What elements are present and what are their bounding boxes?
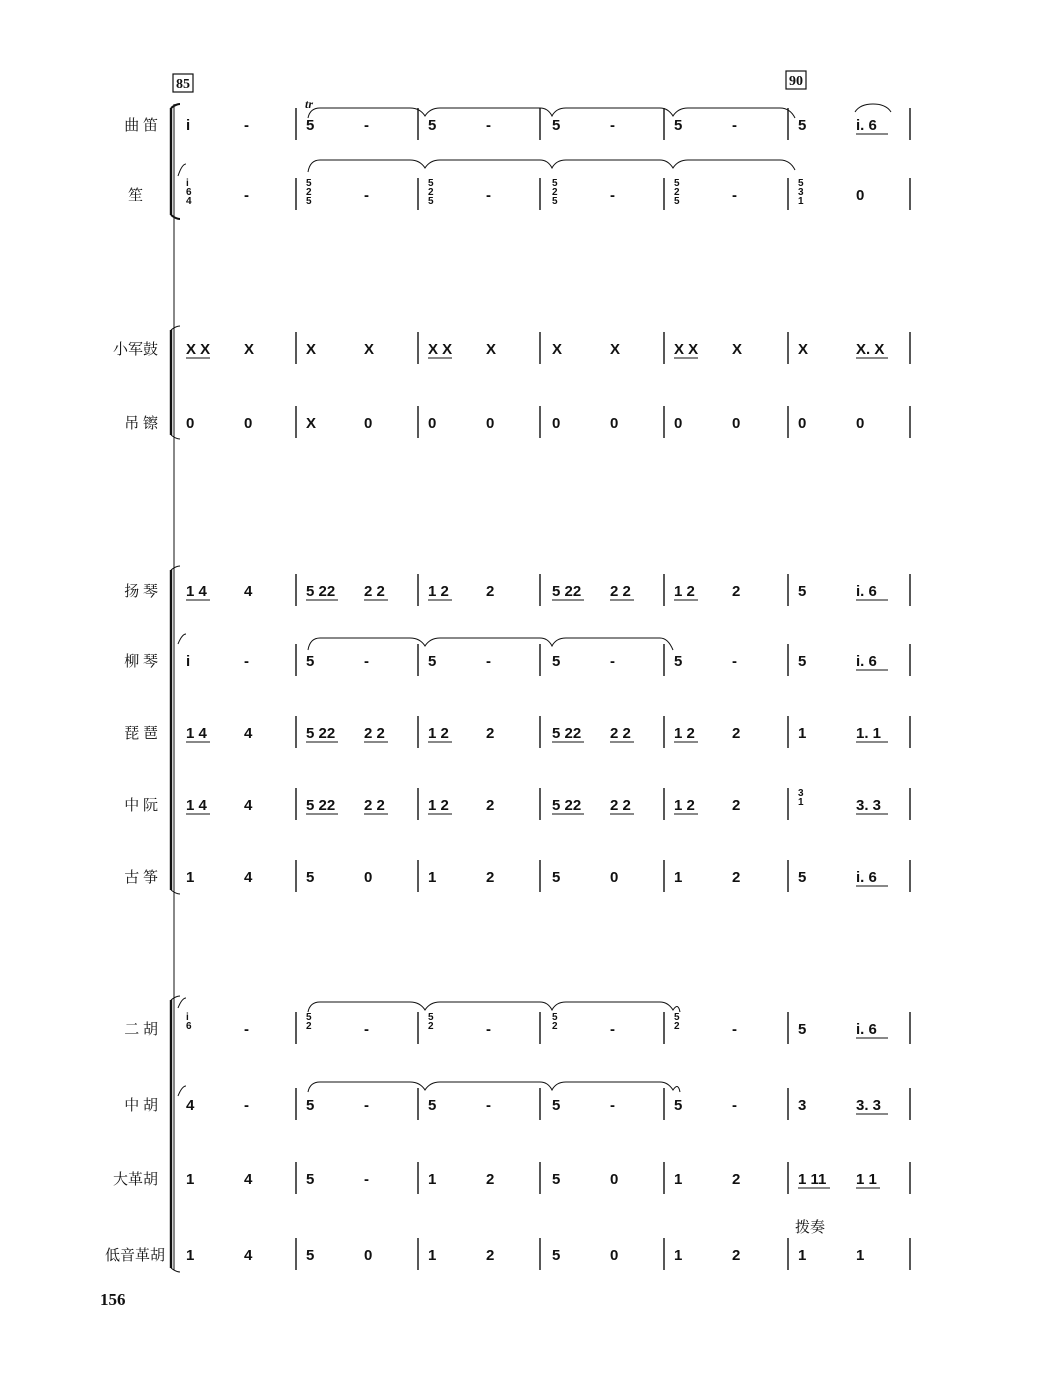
note: 2 bbox=[732, 1247, 741, 1264]
note: 2 bbox=[732, 725, 741, 742]
note: 3 bbox=[798, 1097, 807, 1114]
note: 2 bbox=[486, 583, 495, 600]
note: - bbox=[732, 1021, 737, 1038]
note: 0 bbox=[856, 187, 865, 204]
note: - bbox=[610, 117, 615, 134]
note: 0 bbox=[364, 1247, 373, 1264]
note: 3. 3 bbox=[856, 797, 882, 814]
note: 5 bbox=[306, 1097, 315, 1114]
chord-note: 5 bbox=[674, 1012, 680, 1023]
group-bracket-percussion bbox=[171, 326, 180, 439]
note: 5 bbox=[552, 1247, 561, 1264]
note: 5 bbox=[552, 1171, 561, 1188]
note: 1 4 bbox=[186, 725, 207, 742]
label-sheng: 笙 bbox=[127, 188, 143, 204]
note: 1 2 bbox=[674, 583, 695, 600]
note: 0 bbox=[428, 415, 437, 432]
note: 1 2 bbox=[428, 583, 449, 600]
note: X bbox=[244, 341, 255, 358]
note: 0 bbox=[186, 415, 195, 432]
note: 4 bbox=[244, 797, 253, 814]
chord-note: 5 bbox=[306, 1012, 312, 1023]
trill-mark: tr bbox=[305, 97, 314, 111]
note: 2 bbox=[486, 1247, 495, 1264]
note: X bbox=[306, 415, 317, 432]
chord-note: 2 bbox=[552, 187, 558, 198]
note: 0 bbox=[610, 869, 619, 886]
page-number: 156 bbox=[100, 1290, 126, 1309]
note: 1 11 bbox=[798, 1171, 827, 1188]
label-diyingehu: 低音革胡 bbox=[104, 1248, 165, 1264]
note: 0 bbox=[244, 415, 253, 432]
note: 5 22 bbox=[306, 583, 336, 600]
note: 4 bbox=[244, 1247, 253, 1264]
note: 0 bbox=[610, 415, 619, 432]
note: 2 bbox=[732, 869, 741, 886]
note: 1 bbox=[674, 1171, 683, 1188]
note: - bbox=[486, 187, 491, 204]
chord-note: 6 bbox=[186, 1021, 192, 1032]
note: 1 bbox=[674, 869, 683, 886]
note: - bbox=[610, 653, 615, 670]
note: 2 2 bbox=[610, 797, 631, 814]
label-cymbal: 吊 镲 bbox=[124, 416, 158, 432]
note: i. 6 bbox=[856, 869, 877, 886]
note: 1. 1 bbox=[856, 725, 882, 742]
note: 4 bbox=[244, 583, 253, 600]
note: 1 2 bbox=[674, 725, 695, 742]
note: 2 2 bbox=[610, 583, 631, 600]
note: 4 bbox=[186, 1097, 195, 1114]
note: i. 6 bbox=[856, 653, 877, 670]
note: 0 bbox=[610, 1171, 619, 1188]
chord-note: 3 bbox=[798, 788, 804, 799]
note: 1 2 bbox=[674, 797, 695, 814]
note: 5 bbox=[428, 117, 437, 134]
note: - bbox=[364, 653, 369, 670]
barlines bbox=[296, 108, 910, 1270]
label-pipa: 琵 琶 bbox=[124, 726, 158, 742]
note: 0 bbox=[486, 415, 495, 432]
note: 2 bbox=[486, 869, 495, 886]
note: 5 bbox=[798, 583, 807, 600]
note: - bbox=[610, 1097, 615, 1114]
note: 5 bbox=[306, 653, 315, 670]
note: 1 bbox=[186, 869, 195, 886]
note: 1 bbox=[428, 1171, 437, 1188]
note: 5 22 bbox=[552, 725, 582, 742]
chord-note: 1 bbox=[798, 196, 804, 207]
chord-note: 5 bbox=[428, 196, 434, 207]
group-bracket-bowed bbox=[171, 996, 180, 1272]
note: 1 bbox=[798, 1247, 807, 1264]
note: - bbox=[486, 653, 491, 670]
note: - bbox=[364, 1097, 369, 1114]
svg-text:85: 85 bbox=[176, 77, 190, 92]
label-dagehu: 大革胡 bbox=[112, 1172, 158, 1188]
note: - bbox=[732, 187, 737, 204]
note: 3. 3 bbox=[856, 1097, 882, 1114]
label-guzheng: 古 筝 bbox=[124, 870, 158, 886]
group-bracket-winds bbox=[171, 104, 180, 219]
note: X bbox=[732, 341, 743, 358]
chord-note: 4 bbox=[186, 196, 192, 207]
note: 1 bbox=[856, 1247, 865, 1264]
note: i bbox=[186, 653, 191, 670]
chord-note: 2 bbox=[674, 187, 680, 198]
note: - bbox=[486, 1097, 491, 1114]
note: - bbox=[244, 1021, 249, 1038]
note: 5 bbox=[798, 1021, 807, 1038]
note: - bbox=[364, 1021, 369, 1038]
chord-note: 5 bbox=[674, 196, 680, 207]
chord-note: 5 bbox=[552, 1012, 558, 1023]
note: 1 4 bbox=[186, 797, 207, 814]
group-bracket-plucked bbox=[171, 566, 180, 894]
chord-note: 5 bbox=[306, 196, 312, 207]
label-liuqin: 柳 琴 bbox=[124, 654, 158, 670]
slur-arcs bbox=[178, 104, 891, 1096]
chord-note: i bbox=[186, 178, 189, 189]
chord-note: 6 bbox=[186, 187, 192, 198]
note: i. 6 bbox=[856, 583, 877, 600]
chord-note: 3 bbox=[798, 187, 804, 198]
note: i bbox=[186, 117, 191, 134]
note: 5 bbox=[306, 1171, 315, 1188]
chord-note: 5 bbox=[428, 178, 434, 189]
pizzicato-marking: 拨奏 bbox=[795, 1220, 826, 1236]
chord-note: 5 bbox=[798, 178, 804, 189]
note: 1 1 bbox=[856, 1171, 877, 1188]
chord-note: 5 bbox=[306, 178, 312, 189]
notation-layer bbox=[186, 117, 888, 1264]
label-snare: 小军鼓 bbox=[112, 342, 158, 358]
note: 2 2 bbox=[364, 583, 385, 600]
note: - bbox=[244, 117, 249, 134]
note: - bbox=[732, 117, 737, 134]
note: 5 bbox=[306, 117, 315, 134]
chord-note: i bbox=[186, 1012, 189, 1023]
note: 5 bbox=[674, 1097, 683, 1114]
chord-note: 2 bbox=[552, 1021, 558, 1032]
note: X bbox=[486, 341, 497, 358]
note: i. 6 bbox=[856, 1021, 877, 1038]
note: 5 bbox=[552, 117, 561, 134]
note: 0 bbox=[552, 415, 561, 432]
note: 5 bbox=[428, 1097, 437, 1114]
note: - bbox=[244, 653, 249, 670]
note: 2 bbox=[486, 797, 495, 814]
note: 1 bbox=[674, 1247, 683, 1264]
note: X X bbox=[674, 341, 699, 358]
note: 5 22 bbox=[306, 725, 336, 742]
note: 4 bbox=[244, 725, 253, 742]
note: 2 bbox=[486, 1171, 495, 1188]
note: 2 bbox=[486, 725, 495, 742]
note: - bbox=[364, 117, 369, 134]
note: 4 bbox=[244, 1171, 253, 1188]
note: 1 2 bbox=[428, 725, 449, 742]
note: - bbox=[610, 187, 615, 204]
note: - bbox=[364, 187, 369, 204]
note: 1 bbox=[428, 869, 437, 886]
note: X bbox=[610, 341, 621, 358]
note: 1 bbox=[428, 1247, 437, 1264]
chord-note: 5 bbox=[552, 178, 558, 189]
note: 5 22 bbox=[306, 797, 336, 814]
label-yangqin: 扬 琴 bbox=[124, 584, 158, 600]
note: X bbox=[798, 341, 809, 358]
note: X bbox=[306, 341, 317, 358]
note: X X bbox=[186, 341, 211, 358]
chord-note: 2 bbox=[306, 187, 312, 198]
note: 0 bbox=[798, 415, 807, 432]
note: 5 22 bbox=[552, 797, 582, 814]
note: 5 bbox=[552, 1097, 561, 1114]
note: 5 bbox=[306, 1247, 315, 1264]
note: - bbox=[486, 1021, 491, 1038]
note: 5 bbox=[674, 117, 683, 134]
svg-text:90: 90 bbox=[789, 74, 803, 89]
note: 5 bbox=[798, 869, 807, 886]
note: 0 bbox=[732, 415, 741, 432]
note: - bbox=[244, 1097, 249, 1114]
note: - bbox=[732, 653, 737, 670]
note: 5 22 bbox=[552, 583, 582, 600]
label-dizi: 曲 笛 bbox=[124, 118, 158, 134]
note: X bbox=[364, 341, 375, 358]
chord-note: 5 bbox=[428, 1012, 434, 1023]
note: 1 4 bbox=[186, 583, 207, 600]
note: 0 bbox=[364, 869, 373, 886]
note: 0 bbox=[856, 415, 865, 432]
rehearsal-mark-90 bbox=[786, 71, 806, 89]
note: 5 bbox=[798, 653, 807, 670]
note: - bbox=[610, 1021, 615, 1038]
chord-note: 2 bbox=[674, 1021, 680, 1032]
note: 2 2 bbox=[364, 725, 385, 742]
note: 1 bbox=[186, 1247, 195, 1264]
note: 2 2 bbox=[610, 725, 631, 742]
label-erhu: 二 胡 bbox=[124, 1022, 158, 1038]
chord-note: 2 bbox=[428, 1021, 434, 1032]
note: 1 bbox=[186, 1171, 195, 1188]
note: - bbox=[244, 187, 249, 204]
label-zhonghu: 中 胡 bbox=[124, 1098, 158, 1114]
chord-note: 2 bbox=[306, 1021, 312, 1032]
note: i. 6 bbox=[856, 117, 877, 134]
note: 5 bbox=[306, 869, 315, 886]
note: 1 bbox=[798, 725, 807, 742]
note: 2 bbox=[732, 797, 741, 814]
note: X. X bbox=[856, 341, 885, 358]
note: 5 bbox=[798, 117, 807, 134]
note: 5 bbox=[674, 653, 683, 670]
note: - bbox=[486, 117, 491, 134]
note: 1 2 bbox=[428, 797, 449, 814]
note: 2 bbox=[732, 1171, 741, 1188]
note: 0 bbox=[364, 415, 373, 432]
note: 4 bbox=[244, 869, 253, 886]
label-zhongruan: 中 阮 bbox=[124, 798, 158, 814]
note: - bbox=[732, 1097, 737, 1114]
chord-note: 1 bbox=[798, 797, 804, 808]
note: X bbox=[552, 341, 563, 358]
note: 5 bbox=[428, 653, 437, 670]
note: - bbox=[364, 1171, 369, 1188]
rehearsal-mark-85 bbox=[173, 74, 193, 92]
note: 2 2 bbox=[364, 797, 385, 814]
chord-note: 2 bbox=[428, 187, 434, 198]
note: X X bbox=[428, 341, 453, 358]
chord-note: 5 bbox=[552, 196, 558, 207]
note: 2 bbox=[732, 583, 741, 600]
note: 0 bbox=[610, 1247, 619, 1264]
note: 5 bbox=[552, 653, 561, 670]
note: 5 bbox=[552, 869, 561, 886]
chord-note: 5 bbox=[674, 178, 680, 189]
note: 0 bbox=[674, 415, 683, 432]
